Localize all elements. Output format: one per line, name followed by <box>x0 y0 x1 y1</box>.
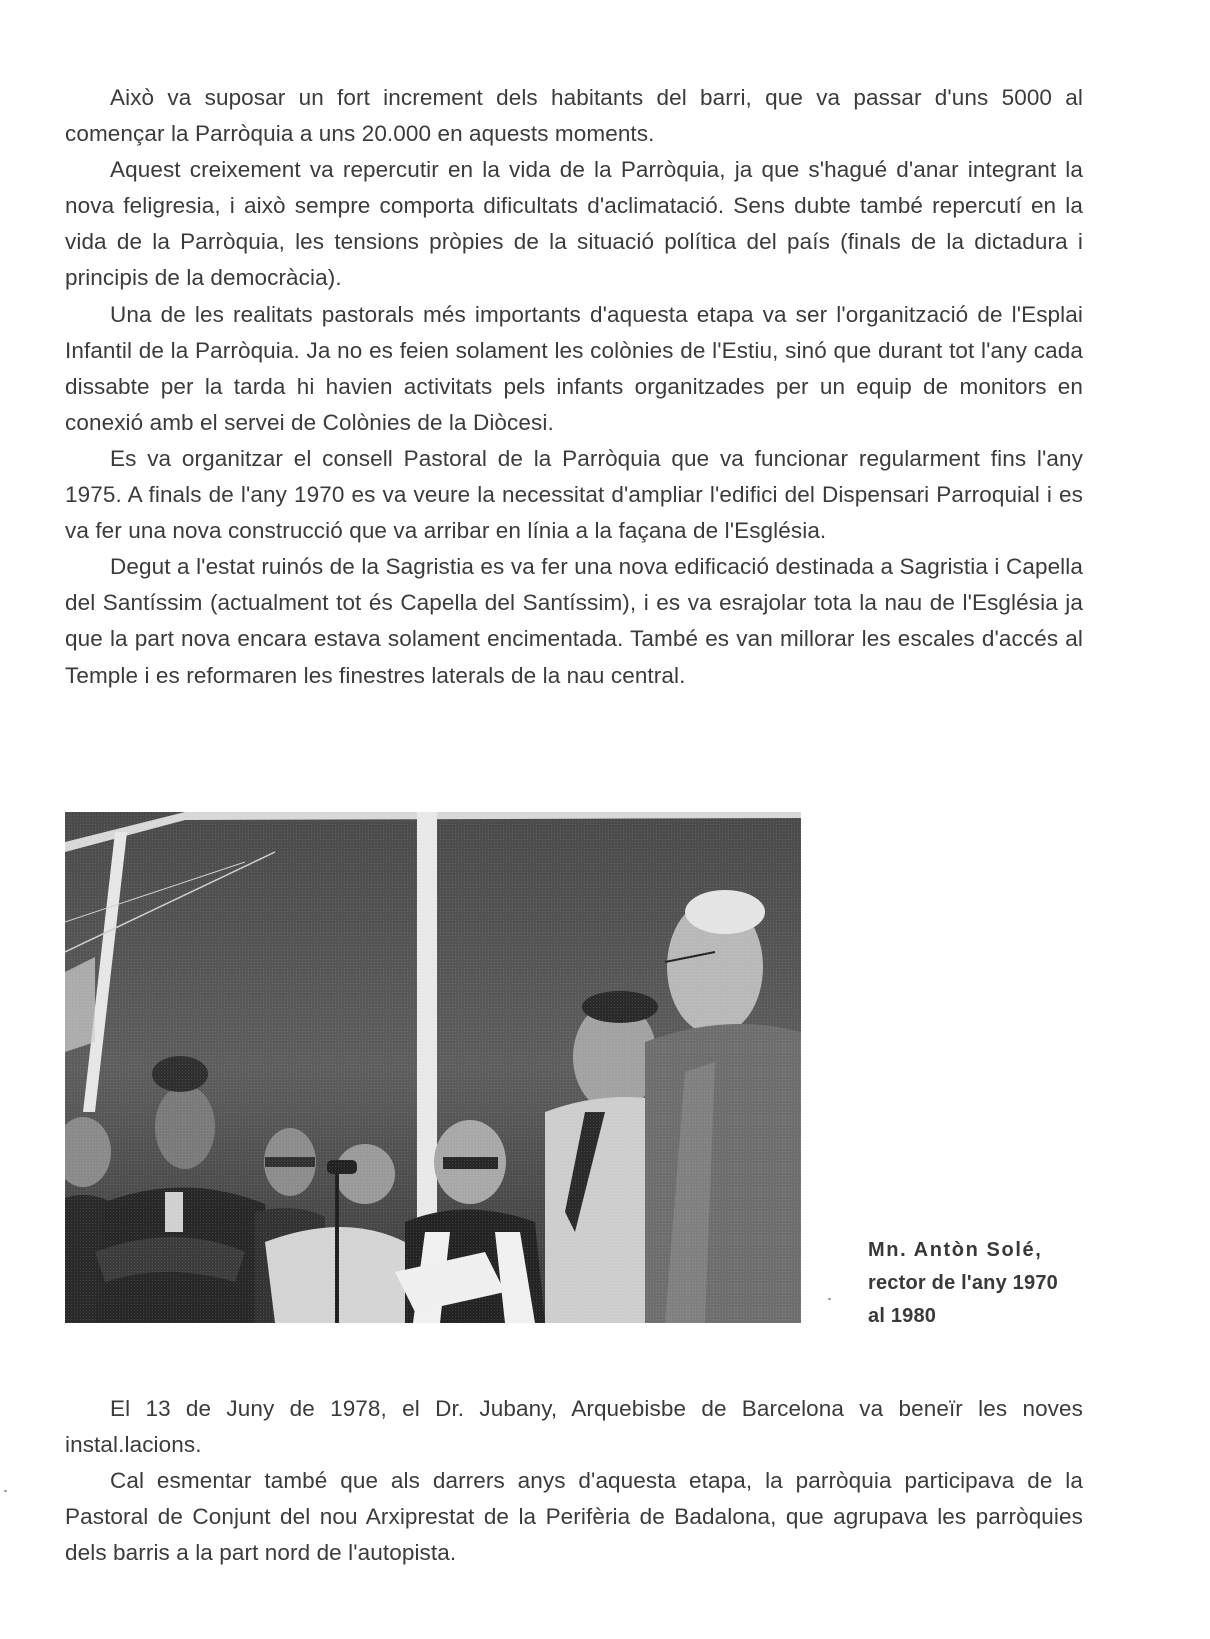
photo-grain <box>65 812 801 1323</box>
caption-role: rector de l'any 1970 <box>868 1272 1058 1294</box>
paragraph: Es va organitzar el consell Pastoral de la Parròquia que va funcionar regularment fins l'any 1975. A finals de l'any 1970 es va veure la necessitat d'ampliar l'edifici del Dispensari Parroquial i es va fer una nova construcció que va arribar en línia a la façana de l'Església. <box>65 445 1083 544</box>
caption-period: al 1980 <box>868 1305 937 1327</box>
photo-caption <box>868 1234 1088 1333</box>
body-text-top <box>65 80 1083 694</box>
scan-speck <box>4 1490 7 1492</box>
paragraph: Aquest creixement va repercutir en la vida de la Parròquia, ja que s'hagué d'anar integrant la nova feligresia, i això sempre comporta dificultats d'aclimatació. Sens dubte també repercutí en la vida de la Parròquia, les tensions pròpies de la situació política del país (finals de la dictadura i principis de la democràcia). <box>65 157 1083 291</box>
paragraph: Això va suposar un fort increment dels habitants del barri, que va passar d'uns 5000 al començar la Parròquia a uns 20.000 en aquests moments. <box>65 85 1083 147</box>
photo-illustration <box>65 812 801 1323</box>
paragraph: Una de les realitats pastorals més importants d'aquesta etapa va ser l'organització de l'Esplai Infantil de la Parròquia. Ja no es feien solament les colònies de l'Estiu, sinó que durant tot l'any cada dissabte per la tarda hi havien activitats pels infants organitzades per un equip de monitors en conexió amb el servei de Colònies de la Diòcesi. <box>65 301 1083 435</box>
body-text-bottom <box>65 1391 1083 1571</box>
paragraph: Cal esmentar també que als darrers anys d'aquesta etapa, la parròquia participava de la Pastoral de Conjunt del nou Arxiprestat de la Perifèria de Badalona, que agrupava les parròquies dels barris a la part nord de l'autopista. <box>65 1468 1083 1566</box>
caption-name: Mn. Antòn Solé, <box>868 1239 1043 1261</box>
scan-speck <box>828 1298 831 1300</box>
paragraph: Degut a l'estat ruinós de la Sagristia es va fer una nova edificació destinada a Sagristia i Capella del Santíssim (actualment tot és Capella del Santíssim), i es va esrajolar tota la nau de l'Església ja que la part nova encara estava solament encimentada. També es van millorar les escales d'accés al Temple i es reformaren les finestres laterals de la nau central. <box>65 554 1083 688</box>
historical-photo <box>65 812 801 1323</box>
paragraph: El 13 de Juny de 1978, el Dr. Jubany, Arquebisbe de Barcelona va beneïr les noves instal.lacions. <box>65 1396 1083 1458</box>
